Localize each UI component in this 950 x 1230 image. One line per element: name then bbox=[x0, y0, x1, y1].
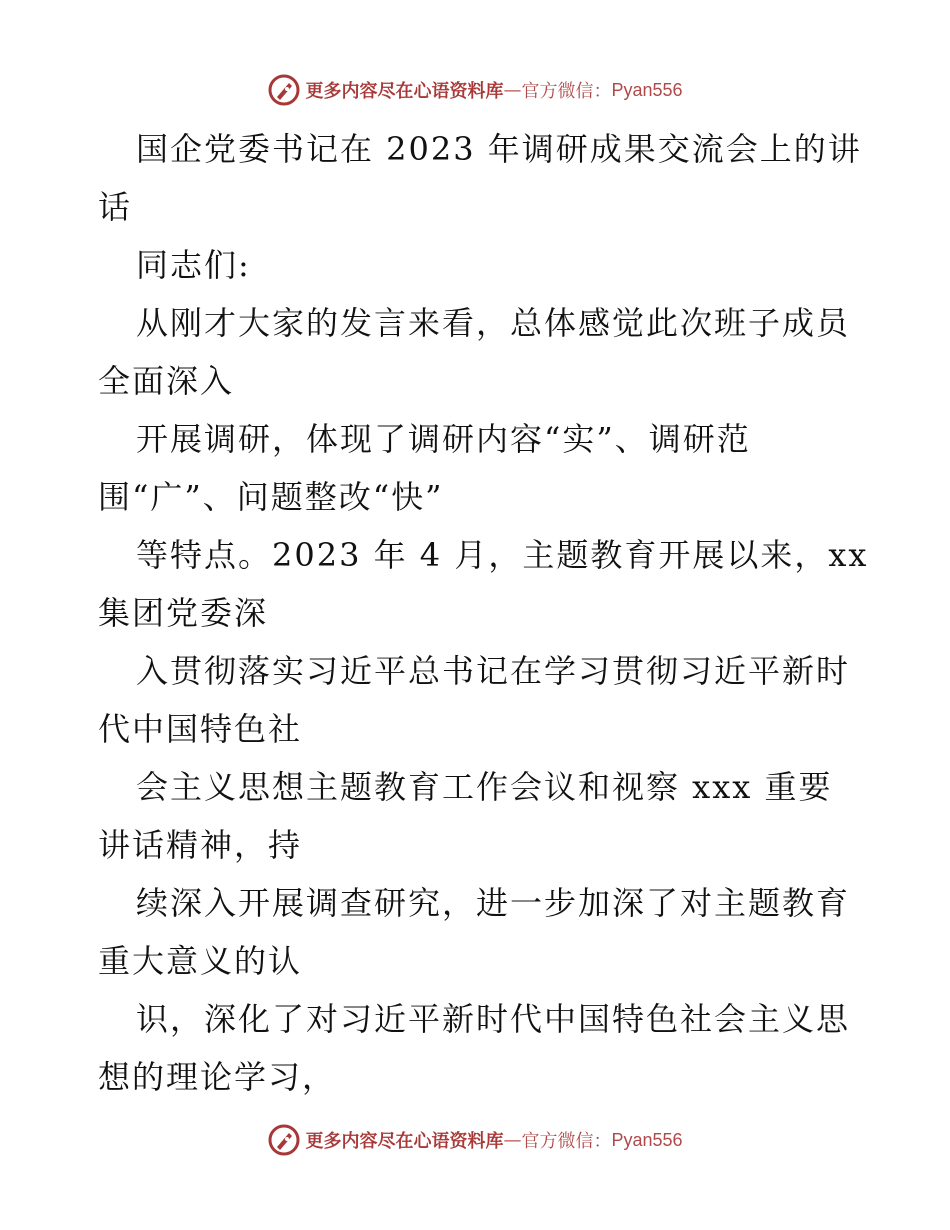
pen-nib-circle-icon bbox=[267, 73, 301, 107]
text-line: 全面深入 bbox=[98, 362, 235, 400]
watermark-site-text: 更多内容尽在心语资料库 bbox=[305, 81, 504, 102]
text-line: 续深入开展调查研究，进一步加深了对主题教育 bbox=[136, 884, 851, 922]
paragraph bbox=[98, 294, 858, 410]
watermark-wechat-label: 官方微信： bbox=[521, 81, 612, 102]
text-line: 集团党委深 bbox=[98, 594, 269, 632]
paragraph bbox=[98, 642, 858, 758]
watermark-separator: — bbox=[503, 79, 522, 101]
watermark-wechat-id: Pyan556 bbox=[611, 79, 683, 100]
paragraph bbox=[98, 758, 858, 874]
text-line: 国企党委书记在 2023 年调研成果交流会上的讲 bbox=[136, 130, 862, 168]
watermark-wechat-id: Pyan556 bbox=[611, 1129, 683, 1150]
text-line: 从刚才大家的发言来看，总体感觉此次班子成员 bbox=[136, 304, 851, 342]
text-line: 讲话精神，持 bbox=[98, 826, 303, 864]
paragraph bbox=[98, 874, 858, 990]
text-line: 开展调研，体现了调研内容“实”、调研范 bbox=[136, 420, 751, 458]
watermark-site-text: 更多内容尽在心语资料库 bbox=[305, 1131, 504, 1152]
text-line: 围“广”、问题整改“快” bbox=[98, 478, 444, 516]
text-line: 等特点。2023 年 4 月，主题教育开展以来，xx bbox=[136, 536, 869, 574]
text-line: 识，深化了对习近平新时代中国特色社会主义思 bbox=[136, 1000, 851, 1038]
pen-nib-circle-icon bbox=[267, 1123, 301, 1157]
header-watermark bbox=[0, 70, 950, 110]
watermark-wechat-label: 官方微信： bbox=[521, 1131, 612, 1152]
text-line: 重大意义的认 bbox=[98, 942, 303, 980]
text-line: 想的理论学习， bbox=[98, 1058, 337, 1096]
text-line: 同志们: bbox=[136, 246, 251, 284]
text-line: 代中国特色社 bbox=[98, 710, 303, 748]
text-line: 入贯彻落实习近平总书记在学习贯彻习近平新时 bbox=[136, 652, 851, 690]
paragraph-title bbox=[98, 120, 862, 236]
document-body bbox=[98, 120, 869, 1106]
paragraph bbox=[98, 526, 869, 642]
paragraph bbox=[98, 990, 858, 1106]
text-line: 会主义思想主题教育工作会议和视察 xxx 重要 bbox=[136, 768, 833, 806]
paragraph bbox=[98, 410, 858, 526]
watermark-separator: — bbox=[503, 1129, 522, 1151]
paragraph-greeting bbox=[98, 236, 858, 294]
text-line: 话 bbox=[98, 188, 133, 226]
footer-watermark bbox=[0, 1120, 950, 1160]
